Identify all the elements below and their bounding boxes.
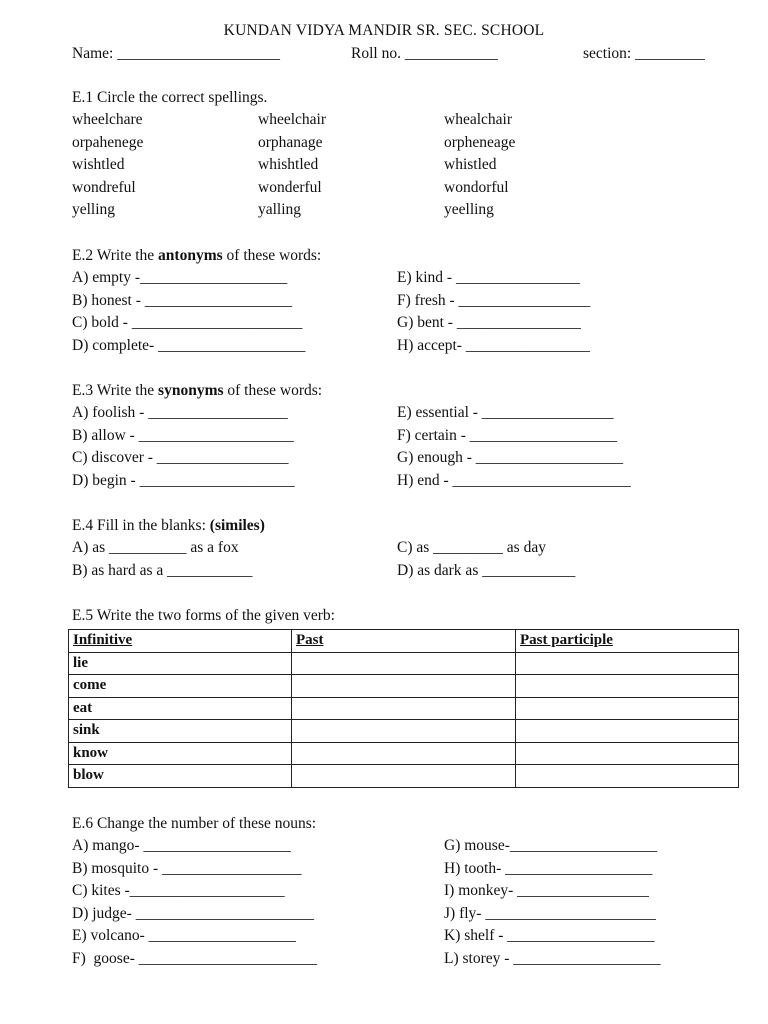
- exercise-4: [72, 515, 576, 582]
- synonym-item[interactable]: H) end - _______________________: [397, 471, 631, 489]
- spelling-option[interactable]: orpahenege: [72, 133, 144, 151]
- spelling-option[interactable]: wishtled: [72, 156, 125, 174]
- spelling-row: [72, 132, 516, 155]
- heading-text: E.4 Fill in the blanks:: [72, 517, 210, 534]
- noun-row: [72, 835, 658, 858]
- noun-item[interactable]: F) goose- _______________________: [72, 949, 317, 967]
- spelling-row: [72, 109, 512, 132]
- column-header-past-participle: Past participle: [516, 630, 739, 653]
- noun-item[interactable]: D) judge- _______________________: [72, 904, 314, 922]
- spelling-option[interactable]: wondorful: [444, 178, 509, 196]
- antonym-item[interactable]: B) honest - ___________________: [72, 291, 293, 309]
- spelling-option[interactable]: whistled: [444, 156, 497, 174]
- noun-item[interactable]: B) mosquito - __________________: [72, 859, 302, 877]
- heading-text: of these words:: [223, 382, 323, 399]
- exercise-6: [72, 813, 661, 971]
- noun-item[interactable]: J) fly- ______________________: [444, 904, 656, 922]
- antonym-row: [72, 290, 591, 313]
- spelling-row: [72, 154, 497, 177]
- antonym-item[interactable]: C) bold - ______________________: [72, 314, 303, 332]
- simile-row: [72, 537, 546, 560]
- past-cell[interactable]: [292, 652, 516, 675]
- synonym-item[interactable]: E) essential - _________________: [397, 404, 614, 421]
- table-row: [69, 675, 739, 698]
- simile-item[interactable]: C) as _________ as day: [397, 539, 546, 556]
- spelling-option[interactable]: yelling: [72, 201, 116, 219]
- noun-row: [72, 880, 649, 903]
- table-row: [69, 697, 739, 720]
- simile-item[interactable]: B) as hard as a ___________: [72, 561, 253, 579]
- heading-text: E.2 Write the: [72, 247, 159, 264]
- verb-infinitive: blow: [69, 765, 292, 788]
- heading-keyword: synonyms: [158, 382, 224, 399]
- synonym-row: [72, 425, 617, 448]
- exercise-4-heading: [72, 515, 265, 537]
- spelling-option[interactable]: wheelchare: [72, 111, 143, 128]
- simile-item[interactable]: A) as __________ as a fox: [72, 539, 239, 556]
- table-header-row: [69, 630, 739, 653]
- noun-item[interactable]: H) tooth- ___________________: [444, 859, 653, 877]
- past-participle-cell[interactable]: [516, 742, 739, 765]
- synonym-row: [72, 470, 631, 493]
- noun-row: [72, 858, 653, 881]
- spelling-option[interactable]: whishtled: [258, 156, 319, 174]
- noun-item[interactable]: K) shelf - ___________________: [444, 927, 655, 945]
- spelling-row: [72, 177, 509, 200]
- noun-item[interactable]: A) mango- ___________________: [72, 837, 291, 854]
- school-title: KUNDAN VIDYA MANDIR SR. SEC. SCHOOL: [223, 22, 545, 39]
- synonym-row: [72, 402, 614, 425]
- exercise-1-heading: E.1 Circle the correct spellings.: [72, 89, 268, 106]
- table-row: [69, 652, 739, 675]
- table-row: [69, 742, 739, 765]
- antonym-item[interactable]: D) complete- ___________________: [72, 336, 306, 354]
- heading-text: of these words:: [222, 247, 322, 264]
- verb-infinitive: know: [69, 742, 292, 765]
- spelling-option[interactable]: orphanage: [258, 133, 323, 151]
- spelling-row: [72, 199, 494, 222]
- spelling-option[interactable]: wondreful: [72, 178, 136, 196]
- synonym-item[interactable]: G) enough - ___________________: [397, 449, 624, 467]
- past-participle-cell[interactable]: [516, 720, 739, 743]
- verb-infinitive: come: [69, 675, 292, 698]
- exercise-3: [72, 380, 631, 492]
- noun-item[interactable]: L) storey - ___________________: [444, 949, 661, 967]
- antonym-row: [72, 312, 581, 335]
- heading-keyword: antonyms: [158, 247, 223, 264]
- past-cell[interactable]: [292, 742, 516, 765]
- exercise-5-heading-text: E.5 Write the two forms of the given verb:: [72, 607, 335, 624]
- antonym-row: [72, 267, 580, 290]
- past-participle-cell[interactable]: [516, 675, 739, 698]
- heading-keyword: (similes): [209, 517, 265, 534]
- exercise-6-heading: E.6 Change the number of these nouns:: [72, 815, 317, 832]
- past-participle-cell[interactable]: [516, 652, 739, 675]
- section-field[interactable]: section: _________: [583, 45, 705, 62]
- synonym-item[interactable]: D) begin - ____________________: [72, 471, 295, 489]
- past-cell[interactable]: [292, 697, 516, 720]
- antonym-item[interactable]: G) bent - ________________: [397, 314, 581, 332]
- table-row: [69, 765, 739, 788]
- name-field[interactable]: Name: _____________________: [72, 45, 280, 62]
- antonym-item[interactable]: E) kind - ________________: [397, 269, 580, 286]
- column-header-infinitive: Infinitive: [69, 630, 292, 653]
- spelling-option[interactable]: whealchair: [444, 111, 512, 128]
- spelling-option[interactable]: wheelchair: [258, 111, 326, 128]
- past-cell[interactable]: [292, 720, 516, 743]
- spelling-option[interactable]: yeelling: [444, 201, 494, 219]
- table-row: [69, 720, 739, 743]
- noun-row: [72, 948, 661, 971]
- column-header-past: Past: [292, 630, 516, 653]
- exercise-2-heading: [72, 245, 321, 267]
- antonym-item[interactable]: F) fresh - _________________: [397, 291, 591, 309]
- spelling-option[interactable]: orpheneage: [444, 133, 516, 151]
- noun-item[interactable]: E) volcano- ___________________: [72, 927, 296, 945]
- heading-text: E.3 Write the: [72, 382, 159, 399]
- verb-forms-table: [68, 629, 739, 788]
- verb-infinitive: eat: [69, 697, 292, 720]
- antonym-row: [72, 335, 590, 358]
- synonym-item[interactable]: B) allow - ____________________: [72, 426, 294, 444]
- past-cell[interactable]: [292, 765, 516, 788]
- noun-row: [72, 925, 655, 948]
- noun-item[interactable]: I) monkey- _________________: [444, 882, 649, 900]
- verb-infinitive: lie: [69, 652, 292, 675]
- noun-item[interactable]: G) mouse-___________________: [444, 837, 658, 854]
- noun-row: [72, 903, 656, 926]
- noun-item[interactable]: C) kites -____________________: [72, 882, 285, 900]
- exercise-3-heading: [72, 380, 322, 402]
- past-cell[interactable]: [292, 675, 516, 698]
- roll-number-field[interactable]: Roll no. ____________: [351, 45, 498, 62]
- past-participle-cell[interactable]: [516, 765, 739, 788]
- synonym-item[interactable]: C) discover - _________________: [72, 449, 289, 467]
- exercise-2: [72, 245, 591, 357]
- exercise-5-heading: [72, 605, 335, 627]
- exercise-1: [72, 87, 516, 222]
- simile-item[interactable]: D) as dark as ____________: [397, 561, 576, 579]
- synonym-row: [72, 447, 624, 470]
- simile-row: [72, 560, 576, 583]
- synonym-item[interactable]: F) certain - ___________________: [397, 426, 617, 444]
- verb-infinitive: sink: [69, 720, 292, 743]
- antonym-item[interactable]: A) empty -___________________: [72, 269, 288, 286]
- past-participle-cell[interactable]: [516, 697, 739, 720]
- spelling-option[interactable]: wonderful: [258, 178, 322, 196]
- synonym-item[interactable]: A) foolish - __________________: [72, 404, 288, 421]
- antonym-item[interactable]: H) accept- ________________: [397, 336, 590, 354]
- spelling-option[interactable]: yalling: [258, 201, 302, 219]
